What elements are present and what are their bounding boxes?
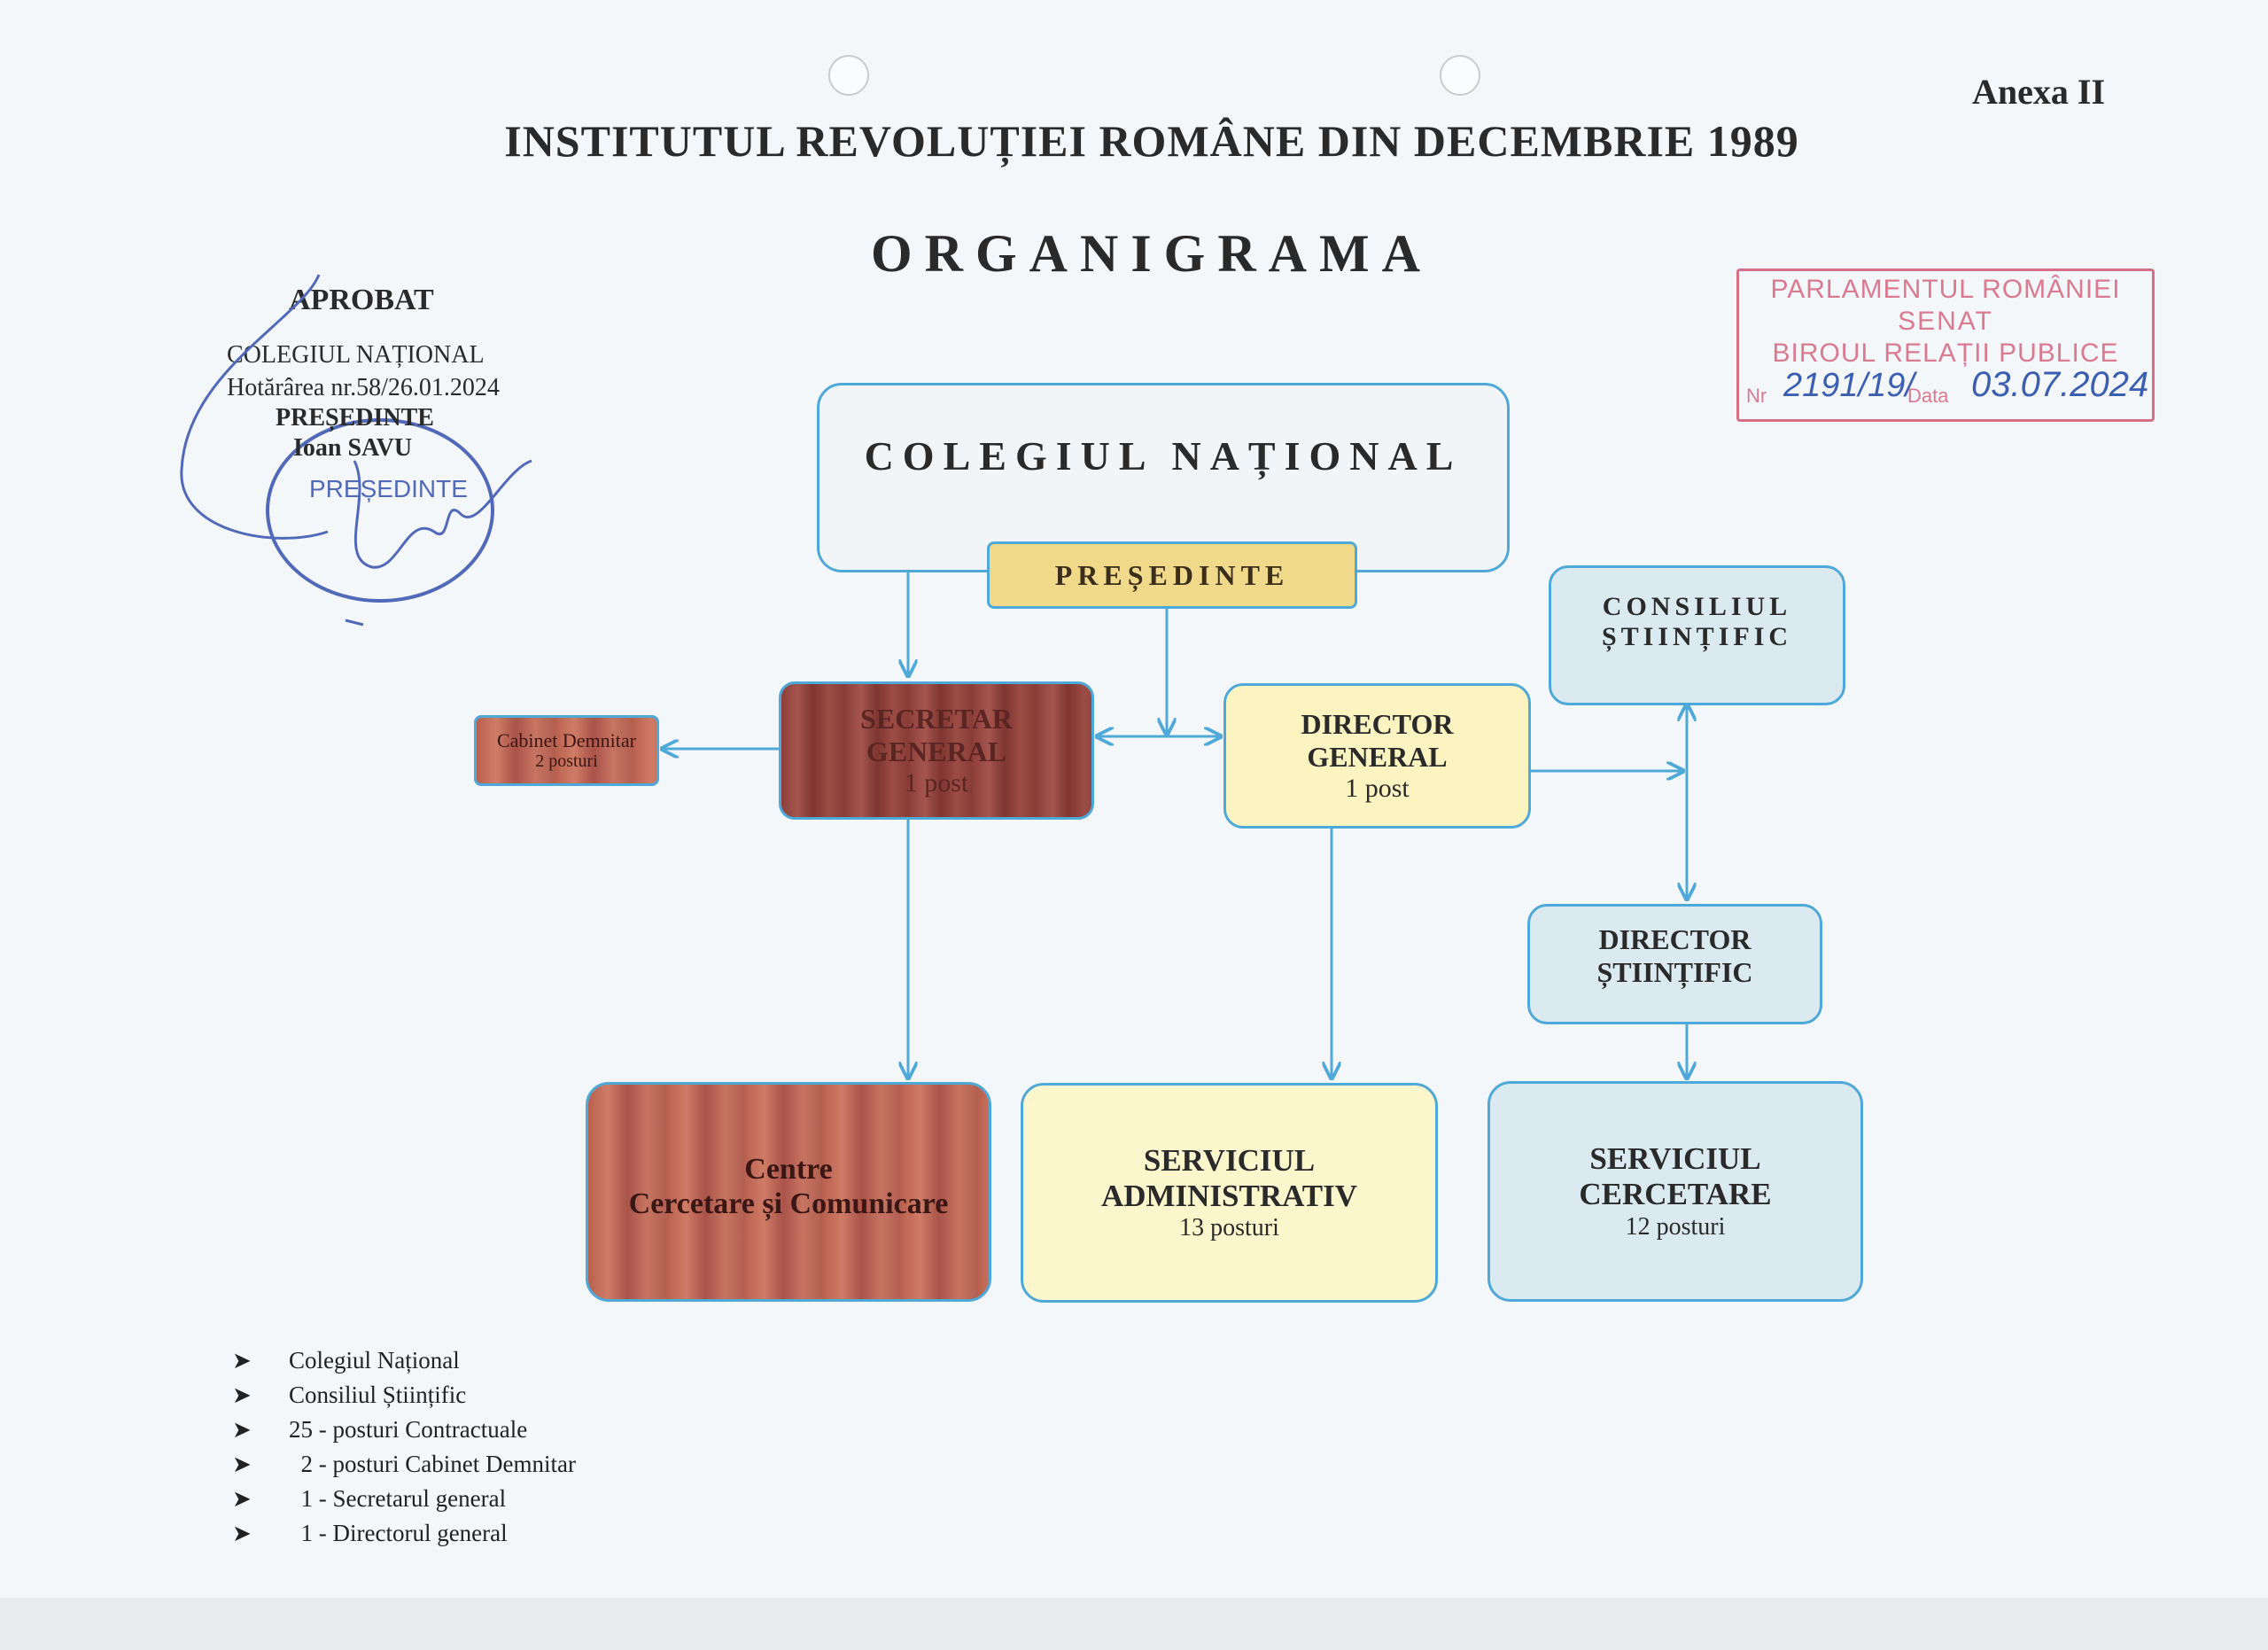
cercetare-line1: SERVICIUL	[1589, 1141, 1761, 1177]
admin-line2: ADMINISTRATIV	[1100, 1178, 1358, 1213]
list-item: ➤ 1 - Directorul general	[232, 1520, 508, 1546]
centre-line1: Centre	[744, 1152, 833, 1186]
arrow-bullet-icon: ➤	[232, 1381, 252, 1408]
box-cabinet-demnitar	[474, 715, 659, 786]
stamp-date-value: 03.07.2024	[1971, 365, 2149, 404]
director-general-line3: 1 post	[1345, 773, 1410, 803]
box-secretar-general	[779, 681, 1094, 820]
stamp-nr-value: 2191/19/	[1783, 367, 1915, 404]
stamp-nr-label: Nr	[1746, 385, 1767, 407]
arrow-bullet-icon: ➤	[232, 1520, 252, 1546]
box-director-stiintific	[1527, 904, 1822, 1024]
stamp-date-label: Data	[1907, 385, 1949, 407]
centre-line2: Cercetare și Comunicare	[628, 1187, 949, 1220]
list-item: ➤ Consiliul Științific	[232, 1381, 467, 1408]
annex-label: Anexa II	[1972, 72, 2106, 112]
approval-heading: APROBAT	[289, 284, 434, 316]
box-director-general	[1223, 683, 1531, 829]
box-centre-cercetare	[586, 1082, 991, 1302]
approval-name: Ioan SAVU	[293, 434, 413, 462]
secretar-line1: SECRETAR	[860, 702, 1013, 735]
admin-line3: 13 posturi	[1179, 1214, 1279, 1242]
list-item: ➤ 2 - posturi Cabinet Demnitar	[232, 1451, 576, 1477]
admin-line1: SERVICIUL	[1143, 1142, 1316, 1178]
box-consiliul-stiintific	[1549, 565, 1845, 705]
colegiul-label: COLEGIUL NAȚIONAL	[864, 433, 1463, 479]
list-item: ➤ 25 - posturi Contractuale	[232, 1416, 528, 1443]
director-stiintific-line1: DIRECTOR	[1598, 923, 1751, 956]
approval-decision: Hotărârea nr.58/26.01.2024	[227, 374, 500, 401]
approval-body: COLEGIUL NAȚIONAL	[227, 341, 485, 369]
stamp-line2: SENAT	[1898, 307, 1993, 336]
list-item: ➤ Colegiul Național	[232, 1347, 460, 1374]
approval-role: PREȘEDINTE	[276, 404, 434, 432]
arrow-bullet-icon: ➤	[232, 1451, 252, 1477]
arrow-bullet-icon: ➤	[232, 1347, 252, 1374]
cabinet-line1: Cabinet Demnitar	[496, 728, 636, 751]
consiliul-line1: CONSILIUL	[1602, 591, 1792, 621]
box-serviciul-cercetare	[1487, 1081, 1863, 1302]
list-item: ➤ 1 - Secretarul general	[232, 1485, 507, 1512]
summary-list	[232, 1343, 576, 1551]
presedinte-label: PREȘEDINTE	[1054, 558, 1290, 591]
box-serviciul-administrativ	[1021, 1083, 1438, 1303]
secretar-line2: GENERAL	[866, 735, 1007, 767]
institute-title: INSTITUTUL REVOLUȚIEI ROMÂNE DIN DECEMBRIE 1989	[504, 116, 1799, 166]
seal-text: PREȘEDINTE	[309, 475, 468, 502]
consiliul-line2: ȘTIINȚIFIC	[1601, 622, 1793, 651]
document-title: ORGANIGRAMA	[871, 224, 1433, 283]
arrow-bullet-icon: ➤	[232, 1485, 252, 1512]
cercetare-line3: 12 posturi	[1625, 1212, 1726, 1241]
director-stiintific-line2: ȘTIINȚIFIC	[1596, 956, 1753, 988]
box-presedinte	[987, 541, 1357, 609]
director-general-line1: DIRECTOR	[1301, 707, 1454, 740]
stamp-line1: PARLAMENTUL ROMÂNIEI	[1770, 275, 2121, 304]
arrow-bullet-icon: ➤	[232, 1416, 252, 1443]
cabinet-line2: 2 posturi	[535, 751, 598, 772]
director-general-line2: GENERAL	[1307, 740, 1448, 773]
secretar-line3: 1 post	[904, 767, 969, 798]
cercetare-line2: CERCETARE	[1579, 1177, 1772, 1212]
stamp-line3: BIROUL RELAȚII PUBLICE	[1772, 339, 2119, 368]
